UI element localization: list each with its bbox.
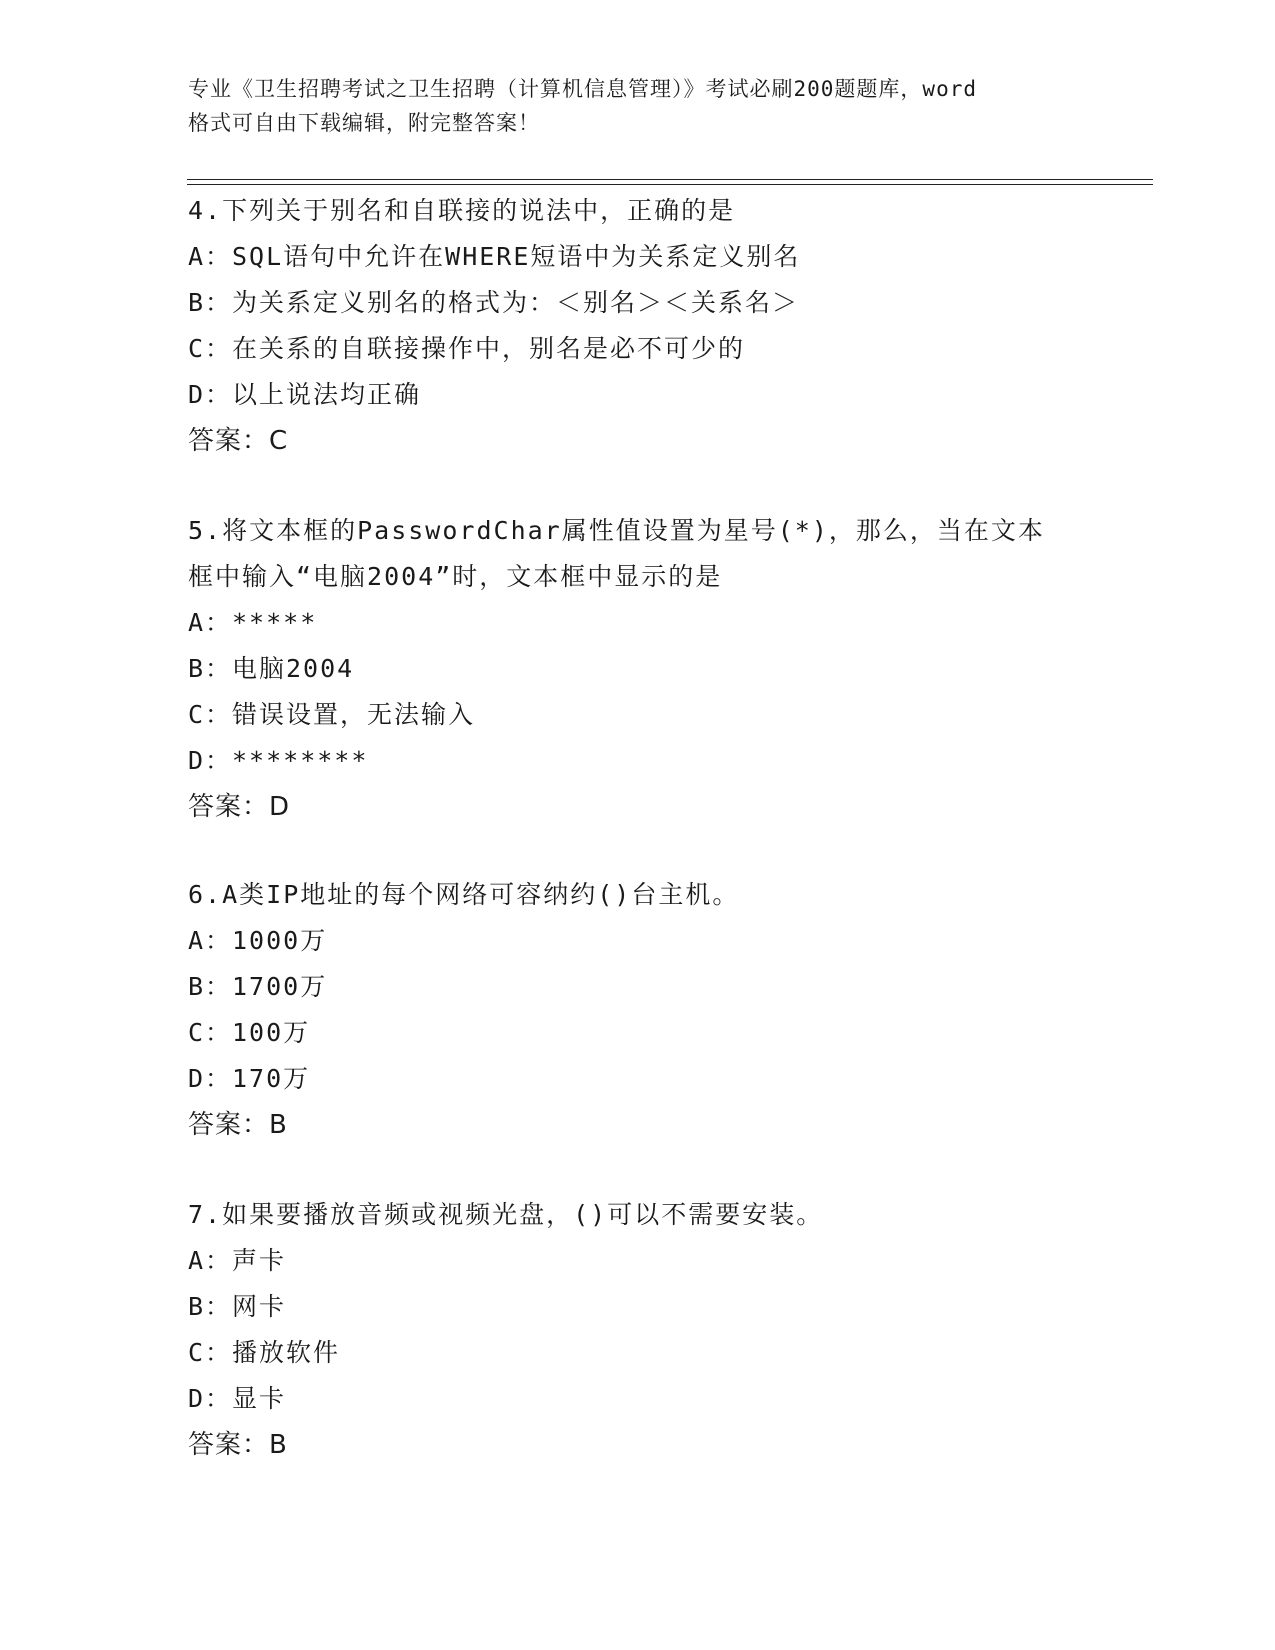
- answer-line: 答案：C: [188, 426, 289, 456]
- answer-line: 答案：B: [188, 1110, 288, 1140]
- option-letter: D：: [188, 1384, 233, 1413]
- question-stem: 6.A类IP地址的每个网络可容纳约()台主机。: [188, 880, 740, 909]
- option-d: [188, 372, 1088, 418]
- question-6: [188, 872, 1088, 1148]
- option-text: *****: [232, 608, 318, 637]
- header-line-1: 专业《卫生招聘考试之卫生招聘（计算机信息管理）》考试必刷200题题库，word: [188, 77, 977, 101]
- option-a: [188, 600, 1088, 646]
- option-text: 为关系定义别名的格式为：＜别名＞＜关系名＞: [232, 288, 800, 317]
- answer-line: 答案：D: [188, 792, 291, 822]
- option-letter: B：: [188, 1292, 233, 1321]
- answer-line: 答案：B: [188, 1430, 288, 1460]
- option-b: [188, 964, 1088, 1010]
- option-text: 电脑2004: [232, 654, 355, 683]
- option-letter: A：: [188, 608, 233, 637]
- option-d: [188, 738, 1088, 784]
- option-a: [188, 234, 1088, 280]
- option-letter: C：: [188, 334, 233, 363]
- option-a: [188, 918, 1088, 964]
- option-letter: C：: [188, 1018, 233, 1047]
- option-text: 1700万: [232, 972, 328, 1001]
- document-header: [188, 72, 1088, 140]
- option-letter: A：: [188, 242, 233, 271]
- option-c: [188, 1010, 1088, 1056]
- option-letter: B：: [188, 972, 233, 1001]
- question-stem: 5.将文本框的PasswordChar属性值设置为星号(*)，那么，当在文本: [188, 516, 1045, 545]
- question-5: [188, 508, 1088, 830]
- option-text: 100万: [232, 1018, 311, 1047]
- option-text: 声卡: [232, 1246, 287, 1275]
- header-divider-top: [187, 179, 1153, 180]
- option-text: 网卡: [232, 1292, 287, 1321]
- option-letter: C：: [188, 700, 233, 729]
- option-c: [188, 1330, 1088, 1376]
- option-text: 在关系的自联接操作中，别名是必不可少的: [232, 334, 746, 363]
- option-text: 1000万: [232, 926, 328, 955]
- option-text: SQL语句中允许在WHERE短语中为关系定义别名: [232, 242, 801, 271]
- question-4: [188, 188, 1088, 464]
- option-letter: D：: [188, 380, 233, 409]
- option-text: 以上说法均正确: [232, 380, 422, 409]
- option-text: 170万: [232, 1064, 311, 1093]
- option-letter: B：: [188, 288, 233, 317]
- question-stem: 7.如果要播放音频或视频光盘，()可以不需要安装。: [188, 1200, 824, 1229]
- option-letter: B：: [188, 654, 233, 683]
- option-letter: A：: [188, 926, 233, 955]
- question-7: [188, 1192, 1088, 1468]
- option-letter: D：: [188, 1064, 233, 1093]
- option-c: [188, 326, 1088, 372]
- header-line-2: 格式可自由下载编辑，附完整答案！: [188, 111, 540, 135]
- option-text: 播放软件: [232, 1338, 341, 1367]
- option-c: [188, 692, 1088, 738]
- option-letter: A：: [188, 1246, 233, 1275]
- option-text: 错误设置，无法输入: [232, 700, 476, 729]
- option-b: [188, 1284, 1088, 1330]
- option-b: [188, 280, 1088, 326]
- header-divider-bottom: [187, 184, 1153, 185]
- question-stem-continued: 框中输入“电脑2004”时，文本框中显示的是: [188, 562, 723, 591]
- option-text: ********: [232, 746, 369, 775]
- option-text: 显卡: [232, 1384, 287, 1413]
- option-d: [188, 1056, 1088, 1102]
- option-b: [188, 646, 1088, 692]
- option-d: [188, 1376, 1088, 1422]
- option-letter: C：: [188, 1338, 233, 1367]
- option-letter: D：: [188, 746, 233, 775]
- question-stem: 4.下列关于别名和自联接的说法中，正确的是: [188, 196, 736, 225]
- option-a: [188, 1238, 1088, 1284]
